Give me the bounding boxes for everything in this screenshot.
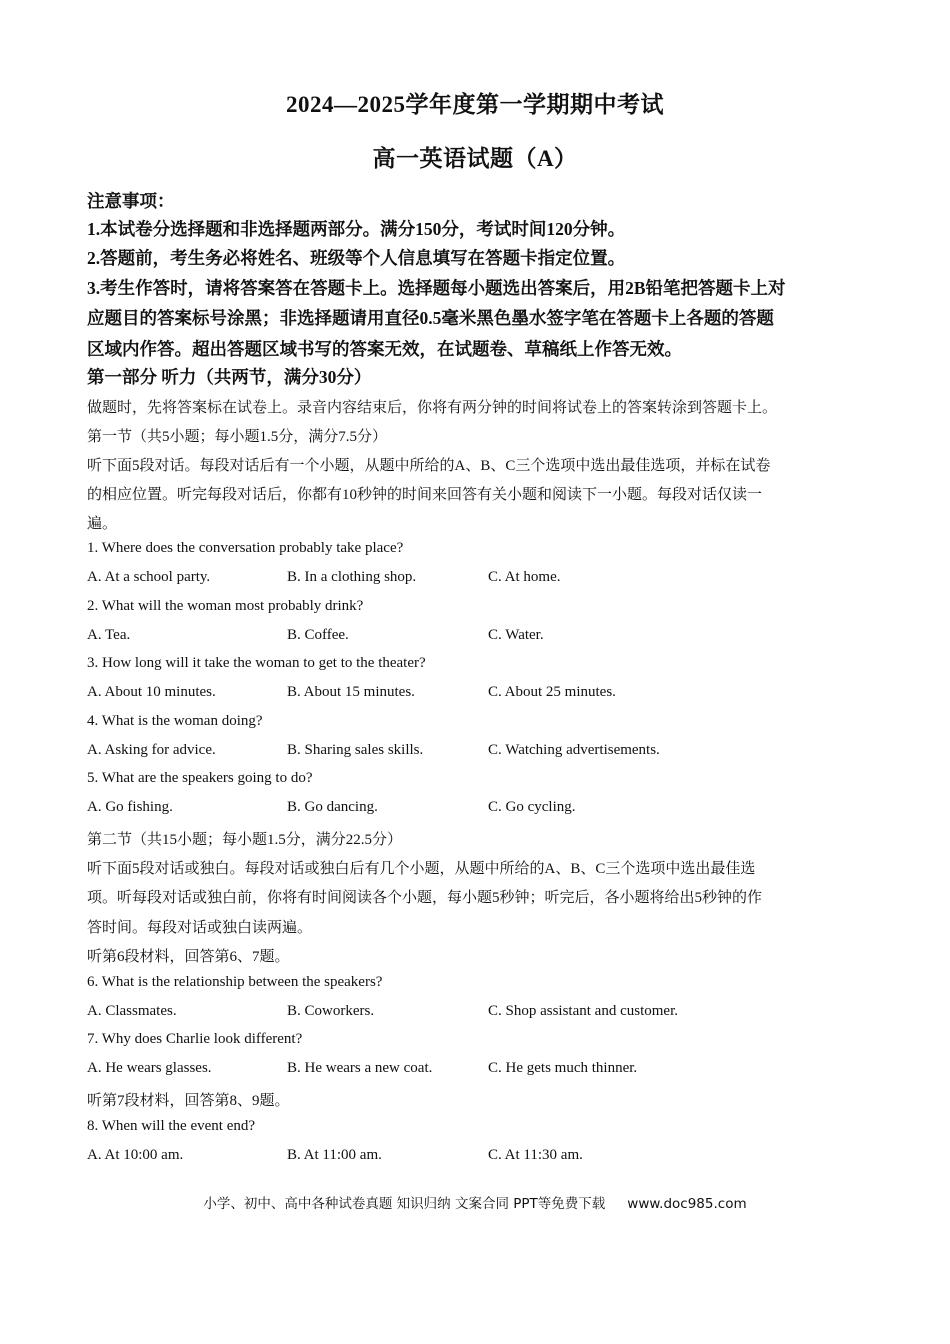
question-6-option-c: C. Shop assistant and customer. — [488, 1003, 678, 1019]
section1-instruction-line-3: 遍。 — [87, 516, 118, 532]
question-4-option-b: B. Sharing sales skills. — [287, 742, 424, 758]
section1-instruction-line-2: 的相应位置。听完每段对话后，你都有10秒钟的时间来回答有关小题和阅读下一小题。每段对话仅读一 — [87, 487, 763, 503]
question-1-option-b: B. In a clothing shop. — [287, 569, 417, 585]
question-5-option-c: C. Go cycling. — [488, 799, 576, 815]
note-item-2: 2.答题前，考生务必将姓名、班级等个人信息填写在答题卡指定位置。 — [87, 248, 626, 268]
question-5: 5. What are the speakers going to do? — [87, 770, 313, 786]
question-1-option-a: A. At a school party. — [87, 569, 211, 585]
question-5-option-a: A. Go fishing. — [87, 799, 173, 815]
footer-site-link[interactable]: www.doc985.com — [627, 1196, 747, 1212]
page-title: 2024—2025学年度第一学期期中考试 — [286, 92, 664, 117]
section1-heading: 第一节（共5小题；每小题1.5分，满分7.5分） — [87, 429, 388, 445]
question-7-option-c: C. He gets much thinner. — [488, 1060, 638, 1076]
note-item-3-line-1: 3.考生作答时，请将答案答在答题卡上。选择题每小题选出答案后，用2B铅笔把答题卡上对 — [87, 278, 786, 298]
question-3-option-a: A. About 10 minutes. — [87, 684, 216, 700]
note-item-1: 1.本试卷分选择题和非选择题两部分。满分150分，考试时间120分钟。 — [87, 219, 626, 239]
question-2-option-b: B. Coffee. — [287, 627, 349, 643]
question-6: 6. What is the relationship between the speakers? — [87, 974, 383, 990]
question-6-option-a: A. Classmates. — [87, 1003, 177, 1019]
question-8-option-c: C. At 11:30 am. — [488, 1147, 583, 1163]
notes-heading: 注意事项： — [87, 191, 175, 211]
section2-instruction-line-2: 项。听每段对话或独白前，你将有时间阅读各个小题，每小题5秒钟；听完后，各小题将给出5秒钟的作 — [87, 890, 763, 906]
section2-heading: 第二节（共15小题；每小题1.5分，满分22.5分） — [87, 832, 403, 848]
page-subtitle: 高一英语试题（A） — [372, 146, 578, 171]
question-4-option-a: A. Asking for advice. — [87, 742, 216, 758]
section1-instruction-line-1: 听下面5段对话。每段对话后有一个小题，从题中所给的A、B、C三个选项中选出最佳选项，并标在试卷 — [87, 458, 771, 474]
material-7-instruction: 听第7段材料，回答第8、9题。 — [87, 1093, 290, 1109]
question-7: 7. Why does Charlie look different? — [87, 1031, 303, 1047]
question-2: 2. What will the woman most probably drink? — [87, 598, 364, 614]
note-item-3-line-2: 应题目的答案标号涂黑；非选择题请用直径0.5毫米黑色墨水签字笔在答题卡上各题的答题 — [87, 308, 774, 328]
question-8-option-a: A. At 10:00 am. — [87, 1147, 184, 1163]
question-3-option-b: B. About 15 minutes. — [287, 684, 415, 700]
section2-instruction-line-3: 答时间。每段对话或独白读两遍。 — [87, 920, 313, 936]
footer-text: 小学、初中、高中各种试卷真题 知识归纳 文案合同 PPT等免费下载 — [203, 1196, 606, 1212]
question-7-option-a: A. He wears glasses. — [87, 1060, 212, 1076]
question-4: 4. What is the woman doing? — [87, 713, 263, 729]
question-8-option-b: B. At 11:00 am. — [287, 1147, 382, 1163]
question-1-option-c: C. At home. — [488, 569, 561, 585]
part1-intro: 做题时，先将答案标在试卷上。录音内容结束后，你将有两分钟的时间将试卷上的答案转涂到答题卡上。 — [87, 400, 778, 416]
question-6-option-b: B. Coworkers. — [287, 1003, 375, 1019]
page-footer — [0, 1192, 950, 1212]
question-8: 8. When will the event end? — [87, 1118, 256, 1134]
part1-heading: 第一部分 听力（共两节，满分30分） — [87, 367, 372, 387]
question-4-option-c: C. Watching advertisements. — [488, 742, 660, 758]
question-5-option-b: B. Go dancing. — [287, 799, 378, 815]
question-3-option-c: C. About 25 minutes. — [488, 684, 616, 700]
question-2-option-c: C. Water. — [488, 627, 544, 643]
section2-instruction-line-1: 听下面5段对话或独白。每段对话或独白后有几个小题，从题中所给的A、B、C三个选项中选出最佳选 — [87, 861, 756, 877]
note-item-3-line-3: 区域内作答。超出答题区域书写的答案无效，在试题卷、草稿纸上作答无效。 — [87, 339, 682, 359]
material-6-instruction: 听第6段材料，回答第6、7题。 — [87, 949, 290, 965]
question-3: 3. How long will it take the woman to get to the theater? — [87, 655, 426, 671]
question-1: 1. Where does the conversation probably take place? — [87, 540, 404, 556]
question-7-option-b: B. He wears a new coat. — [287, 1060, 433, 1076]
question-2-option-a: A. Tea. — [87, 627, 131, 643]
